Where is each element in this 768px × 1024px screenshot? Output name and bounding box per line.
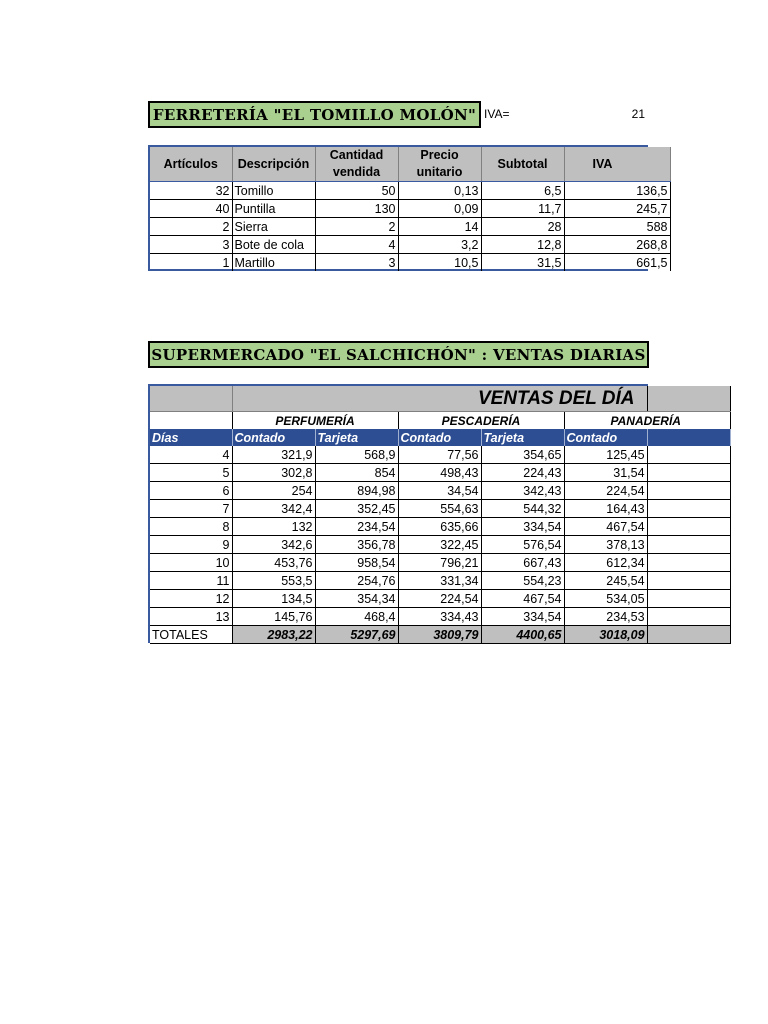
table-cell: 554,63 (398, 500, 481, 518)
table-row (150, 536, 730, 554)
table-cell: 7 (150, 500, 232, 518)
table-cell: 3 (150, 236, 232, 254)
table-cell: 4 (150, 446, 232, 464)
ventas-table (150, 386, 731, 644)
ferreteria-table-container (148, 145, 668, 271)
table-cell: 40 (150, 200, 232, 218)
ventas-table-container (148, 384, 681, 643)
table-cell: 322,45 (398, 536, 481, 554)
table-cell: 10,5 (398, 254, 481, 272)
table-cell: 354,34 (315, 590, 398, 608)
table-cell: 334,43 (398, 608, 481, 626)
subheader-contado-perfumeria: Contado (232, 429, 315, 446)
table-row (150, 518, 730, 536)
subheader-tarjeta-perfumeria: Tarjeta (315, 429, 398, 446)
table-cell: 667,43 (481, 554, 564, 572)
category-perfumeria: PERFUMERÍA (232, 412, 398, 430)
table-cell: 544,32 (481, 500, 564, 518)
subheader-contado-panaderia: Contado (564, 429, 647, 446)
supermercado-title: SUPERMERCADO "EL SALCHICHÓN" : VENTAS DIARIAS (148, 341, 649, 368)
table-row (150, 572, 730, 590)
table-row (150, 500, 730, 518)
iva-value: 21 (631, 107, 645, 121)
table-cell: 12,8 (481, 236, 564, 254)
table-cell: 3,2 (398, 236, 481, 254)
table-row (150, 608, 730, 626)
table-cell: 28 (481, 218, 564, 236)
table-cell: 32 (150, 182, 232, 200)
table-cell: 302,8 (232, 464, 315, 482)
table-cell: 468,4 (315, 608, 398, 626)
table-cell: 2 (150, 218, 232, 236)
table-cell: 5 (150, 464, 232, 482)
table-row (150, 254, 670, 272)
table-cell: 334,54 (481, 518, 564, 536)
table-cell: 268,8 (564, 236, 670, 254)
total-cell: 2983,22 (232, 626, 315, 644)
table-cell: 352,45 (315, 500, 398, 518)
table-cell: 0,09 (398, 200, 481, 218)
header-descripcion: Descripción (232, 147, 315, 182)
table-cell: 11,7 (481, 200, 564, 218)
ferreteria-table (150, 147, 671, 271)
table-cell: 334,54 (481, 608, 564, 626)
table-cell: 3 (315, 254, 398, 272)
table-cell: 4 (315, 236, 398, 254)
table-cell: 234,53 (564, 608, 647, 626)
table-cell: 8 (150, 518, 232, 536)
ventas-banner-row (150, 386, 730, 412)
table-cell: 342,43 (481, 482, 564, 500)
total-cell: 3018,09 (564, 626, 647, 644)
table-cell: 354,65 (481, 446, 564, 464)
category-pescaderia: PESCADERÍA (398, 412, 564, 430)
table-cell: 796,21 (398, 554, 481, 572)
table-cell: 134,5 (232, 590, 315, 608)
total-cell: 4400,65 (481, 626, 564, 644)
total-cell: 3809,79 (398, 626, 481, 644)
table-cell: 224,43 (481, 464, 564, 482)
table-row (150, 446, 730, 464)
table-cell: 12 (150, 590, 232, 608)
table-cell: 245,54 (564, 572, 647, 590)
iva-label: IVA= (484, 107, 510, 121)
header-precio: Precio unitario (398, 147, 481, 182)
table-cell: 50 (315, 182, 398, 200)
table-cell: 554,23 (481, 572, 564, 590)
totals-row (150, 626, 730, 644)
table-cell: 534,05 (564, 590, 647, 608)
table-cell: 77,56 (398, 446, 481, 464)
table-cell: 854 (315, 464, 398, 482)
table-cell: 11 (150, 572, 232, 590)
table-cell: 467,54 (481, 590, 564, 608)
table-cell: 254,76 (315, 572, 398, 590)
table-cell: 467,54 (564, 518, 647, 536)
table-cell: Martillo (232, 254, 315, 272)
table-cell: 342,6 (232, 536, 315, 554)
table-cell: 125,45 (564, 446, 647, 464)
table-cell: 342,4 (232, 500, 315, 518)
category-row (150, 412, 730, 430)
table-row (150, 590, 730, 608)
table-cell: 254 (232, 482, 315, 500)
table-cell: 164,43 (564, 500, 647, 518)
table-cell: 588 (564, 218, 670, 236)
subheader-dias: Días (150, 429, 232, 446)
table-cell: 245,7 (564, 200, 670, 218)
table-cell: Tomillo (232, 182, 315, 200)
table-cell: Puntilla (232, 200, 315, 218)
table-row (150, 182, 670, 200)
table-cell: 321,9 (232, 446, 315, 464)
table-row (150, 482, 730, 500)
table-cell: 224,54 (564, 482, 647, 500)
ferreteria-title: FERRETERÍA "EL TOMILLO MOLÓN" (148, 101, 481, 128)
table-cell: 894,98 (315, 482, 398, 500)
table-cell: 10 (150, 554, 232, 572)
totals-label: TOTALES (150, 626, 232, 644)
table-cell: 224,54 (398, 590, 481, 608)
table-cell: 14 (398, 218, 481, 236)
total-cell: 5297,69 (315, 626, 398, 644)
table-cell: Bote de cola (232, 236, 315, 254)
table-cell: Sierra (232, 218, 315, 236)
table-cell: 234,54 (315, 518, 398, 536)
subheader-contado-pescaderia: Contado (398, 429, 481, 446)
table-cell: 136,5 (564, 182, 670, 200)
table-cell: 958,54 (315, 554, 398, 572)
subheader-tarjeta-pescaderia: Tarjeta (481, 429, 564, 446)
table-row (150, 218, 670, 236)
table-row (150, 200, 670, 218)
table-cell: 132 (232, 518, 315, 536)
table-cell: 1 (150, 254, 232, 272)
ventas-banner: VENTAS DEL DÍA (232, 386, 647, 412)
subheader-row (150, 429, 730, 446)
table-cell: 612,34 (564, 554, 647, 572)
table-row (150, 464, 730, 482)
ferreteria-header-row (150, 147, 670, 182)
category-panaderia: PANADERÍA (564, 412, 730, 430)
header-subtotal: Subtotal (481, 147, 564, 182)
table-cell: 6 (150, 482, 232, 500)
table-cell: 9 (150, 536, 232, 554)
table-cell: 145,76 (232, 608, 315, 626)
table-cell: 356,78 (315, 536, 398, 554)
table-cell: 34,54 (398, 482, 481, 500)
table-cell: 378,13 (564, 536, 647, 554)
table-cell: 635,66 (398, 518, 481, 536)
table-cell: 568,9 (315, 446, 398, 464)
table-cell: 31,5 (481, 254, 564, 272)
table-cell: 331,34 (398, 572, 481, 590)
table-cell: 498,43 (398, 464, 481, 482)
table-cell: 661,5 (564, 254, 670, 272)
table-cell: 453,76 (232, 554, 315, 572)
table-cell: 31,54 (564, 464, 647, 482)
table-cell: 0,13 (398, 182, 481, 200)
header-cantidad: Cantidad vendida (315, 147, 398, 182)
table-row (150, 554, 730, 572)
table-cell: 576,54 (481, 536, 564, 554)
table-cell: 13 (150, 608, 232, 626)
table-cell: 2 (315, 218, 398, 236)
table-cell: 553,5 (232, 572, 315, 590)
header-iva: IVA (564, 147, 670, 182)
header-articulos: Artículos (150, 147, 232, 182)
table-cell: 130 (315, 200, 398, 218)
table-cell: 6,5 (481, 182, 564, 200)
table-row (150, 236, 670, 254)
